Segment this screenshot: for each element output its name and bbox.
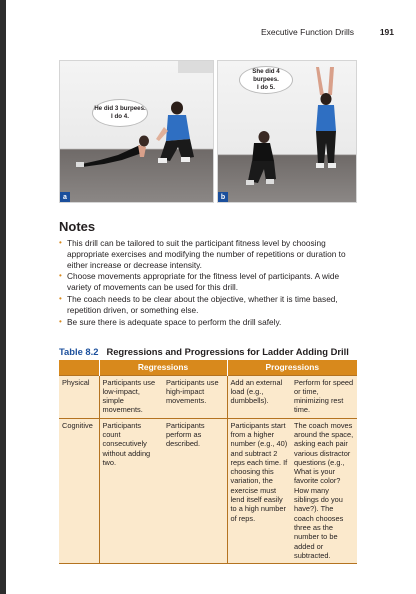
table-header-blank [59,360,99,375]
row-label: Physical [59,375,99,418]
panel-label-b: b [218,192,228,202]
table-cell: The coach moves around the space, asking each pair various distractor questions (e.g., What is your favorite color? How many siblings do you have?). The coach chooses three as the number to be added or subtracted. [291,418,357,563]
note-item: • Choose movements appropriate for the fitness level of participants. A wide variety of movements can be used for this drill. [59,271,359,293]
table-cell: Participants use high-impact movements. [163,375,227,418]
photo-panel-b [217,60,357,203]
notes-list [59,238,359,328]
table-cell: Perform for speed or time, minimizing rest time. [291,375,357,418]
notes-heading: Notes [59,219,96,234]
speech-line-1: He did 3 burpees. [94,105,146,112]
speech-bubble-b [239,66,293,94]
speech-line-1: She did 4 burpees. [252,68,280,83]
table-header-row [59,360,357,375]
speech-line-2: I do 5. [257,84,275,91]
running-head [0,0,416,40]
panel-label-a: a [60,192,70,202]
page-edge-bar [0,0,6,594]
table-cell: Participants start from a higher number (e.g., 40) and subtract 2 reps each time. If choosing this variation, the exercise must lend itself easily to a high number of reps. [227,418,291,563]
table-cell: Participants use low-impact, simple movements. [99,375,163,418]
table-cell: Participants count consecutively without adding two. [99,418,163,563]
table-header-regressions: Regressions [99,360,227,375]
table-cell: Add an external load (e.g., dumbbells). [227,375,291,418]
page-number: 191 [379,27,394,37]
row-label: Cognitive [59,418,99,563]
table-caption [59,346,349,357]
table-row-physical [59,375,357,418]
note-item: • This drill can be tailored to suit the participant fitness level by choosing appropriate exercises and modifying the number of repetitions or duration to either increase or decrease intensity. [59,238,359,270]
running-title: Executive Function Drills [260,27,354,37]
note-item: • Be sure there is adequate space to perform the drill safely. [59,317,359,328]
note-item: • The coach needs to be clear about the objective, whether it is time based, repetition driven, or something else. [59,294,359,316]
table-number: Table 8.2 [59,346,99,357]
speech-line-2: I do 4. [111,113,129,120]
table-header-progressions: Progressions [227,360,357,375]
photo-panel-a [59,60,214,203]
table-cell: Participants perform as described. [163,418,227,563]
table-row-cognitive [59,418,357,563]
regressions-progressions-table [59,360,357,564]
photo-a-people-illustration [60,61,214,203]
table-title: Regressions and Progressions for Ladder Adding Drill [106,346,349,357]
speech-bubble-a [92,99,148,127]
